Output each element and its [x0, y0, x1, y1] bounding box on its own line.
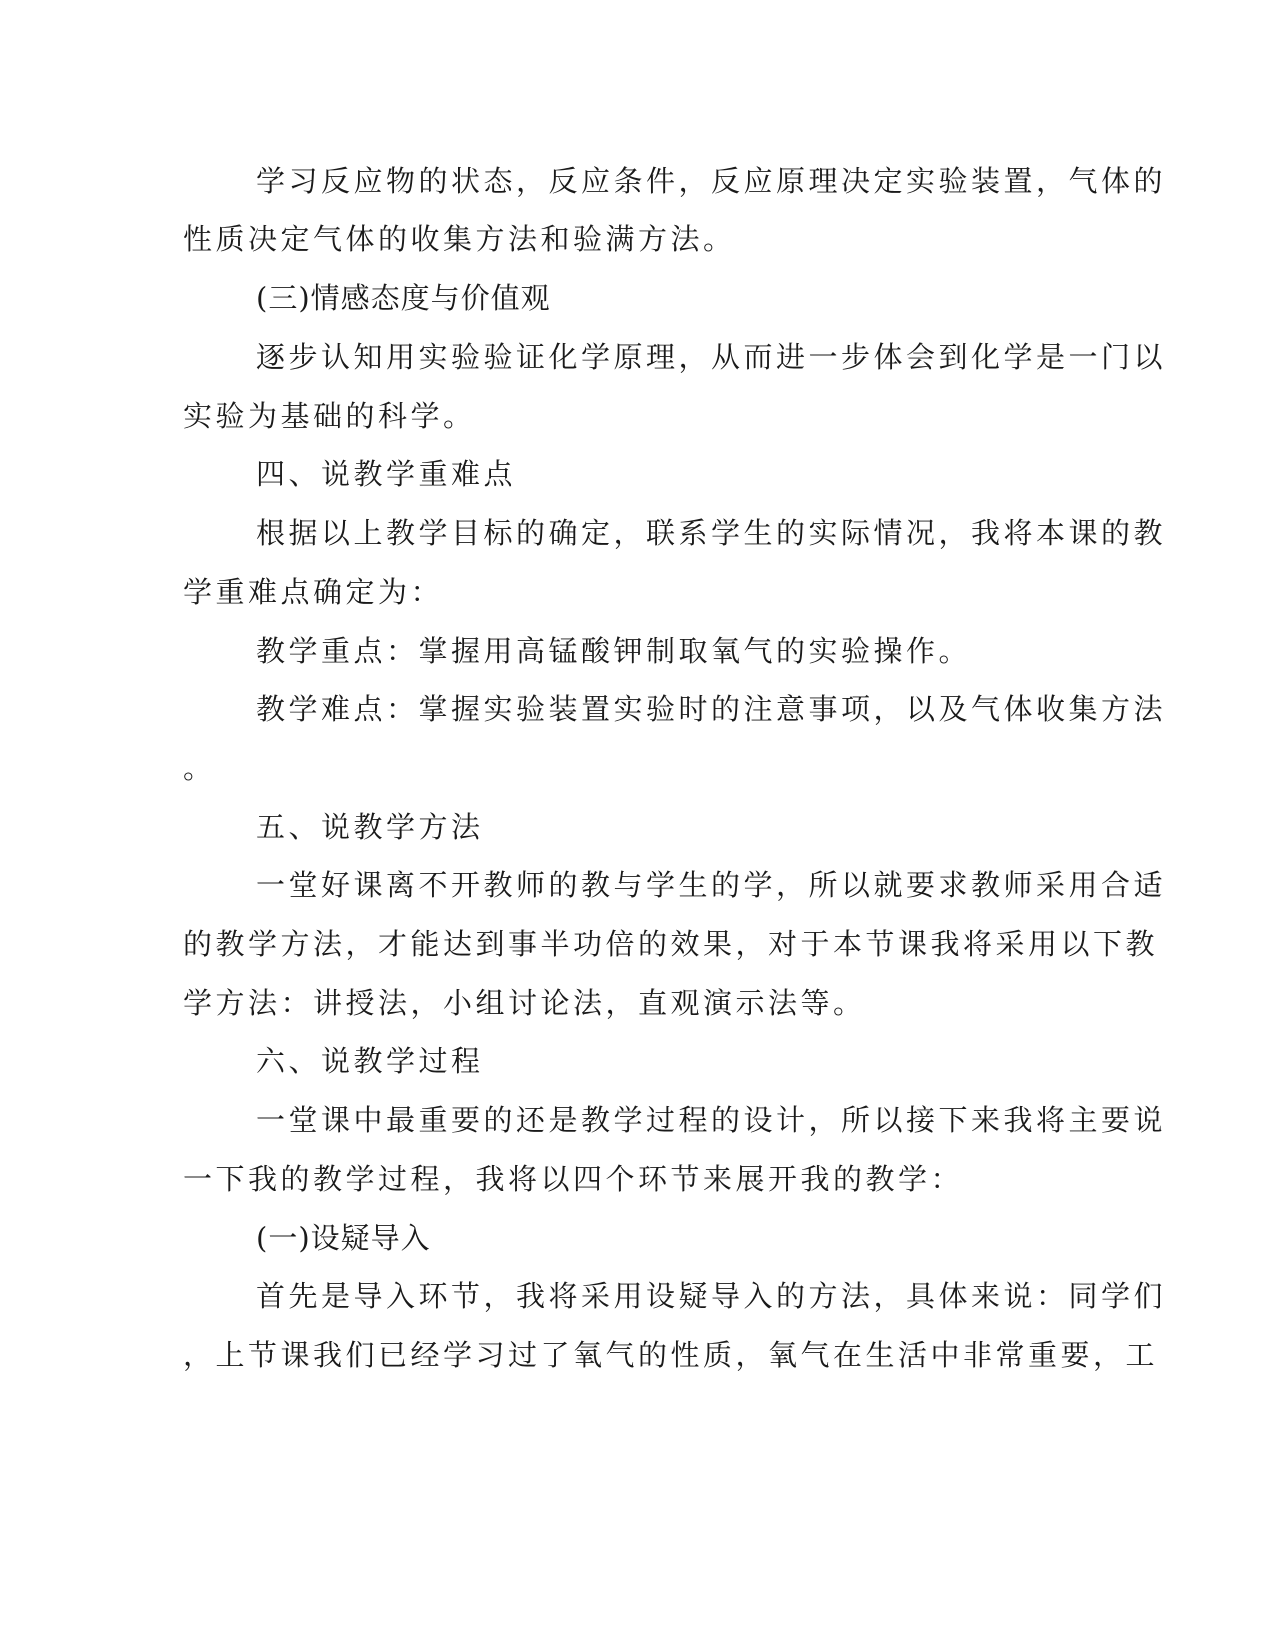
- text-line: 学重难点确定为：: [183, 575, 444, 609]
- text-line: 的教学方法，才能达到事半功倍的效果，对于本节课我将采用以下教: [183, 927, 1159, 961]
- section-heading: 六、说教学过程: [256, 1044, 484, 1078]
- text-line: 一堂课中最重要的还是教学过程的设计，所以接下来我将主要说: [256, 1103, 1167, 1137]
- section-heading: 五、说教学方法: [256, 810, 484, 844]
- section-heading: 四、说教学重难点: [256, 457, 517, 491]
- text-line: 首先是导入环节，我将采用设疑导入的方法，具体来说：同学们: [256, 1279, 1167, 1313]
- text-line: 一下我的教学过程，我将以四个环节来展开我的教学：: [183, 1162, 964, 1196]
- text-line: 根据以上教学目标的确定，联系学生的实际情况，我将本课的教: [256, 516, 1167, 550]
- section-heading: (三)情感态度与价值观: [256, 281, 551, 315]
- text-line: 一堂好课离不开教师的教与学生的学，所以就要求教师采用合适: [256, 868, 1167, 902]
- text-line: 性质决定气体的收集方法和验满方法。: [183, 222, 736, 256]
- text-line: 教学难点：掌握实验装置实验时的注意事项，以及气体收集方法: [256, 692, 1167, 726]
- text-line: 实验为基础的科学。: [183, 399, 476, 433]
- text-line: 教学重点：掌握用高锰酸钾制取氧气的实验操作。: [256, 634, 972, 668]
- text-line: ，上节课我们已经学习过了氧气的性质，氧气在生活中非常重要，工: [183, 1338, 1159, 1372]
- text-line: 逐步认知用实验验证化学原理，从而进一步体会到化学是一门以: [256, 340, 1167, 374]
- section-heading: (一)设疑导入: [256, 1221, 431, 1255]
- text-line: 。: [183, 751, 216, 785]
- text-line: 学习反应物的状态，反应条件，反应原理决定实验装置，气体的: [256, 164, 1167, 198]
- text-line: 学方法：讲授法，小组讨论法，直观演示法等。: [183, 986, 866, 1020]
